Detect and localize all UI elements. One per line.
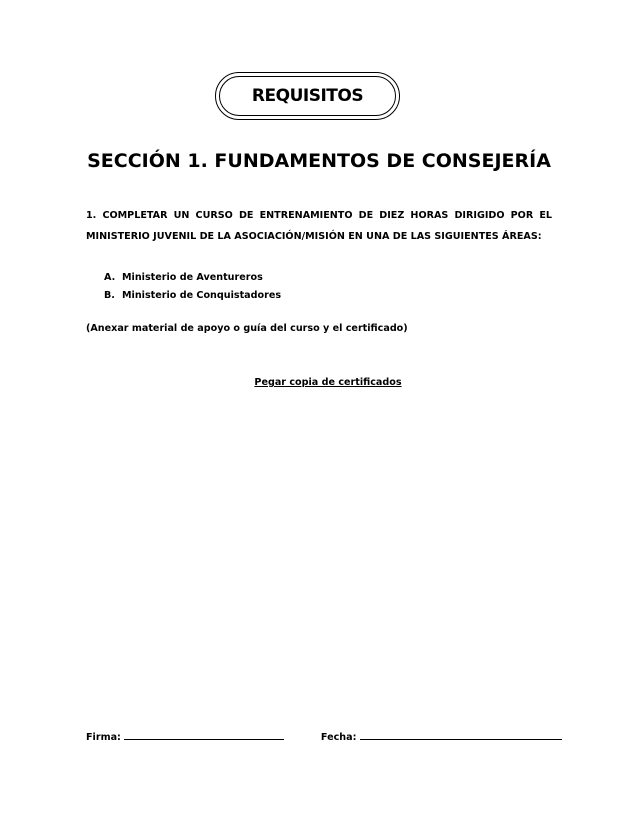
section-title: SECCIÓN 1. FUNDAMENTOS DE CONSEJERÍA bbox=[87, 150, 551, 172]
option-item bbox=[104, 269, 281, 287]
requisitos-label: REQUISITOS bbox=[251, 86, 364, 106]
requirement-text: 1. COMPLETAR UN CURSO DE ENTRENAMIENTO DE DIEZ HORAS DIRIGIDO POR EL MINISTERIO JUVENIL DE LA ASOCIACIÓN/MISIÓN EN UNA DE LAS SIGUIENTES ÁREAS: bbox=[86, 210, 552, 242]
option-letter: B. bbox=[104, 290, 115, 301]
firma-line[interactable] bbox=[124, 728, 284, 740]
firma-label: Firma: bbox=[86, 732, 121, 743]
signature-row bbox=[86, 728, 556, 747]
option-label: Ministerio de Aventureros bbox=[122, 272, 263, 283]
fecha-line[interactable] bbox=[360, 728, 562, 740]
options-list bbox=[104, 269, 281, 305]
option-item bbox=[104, 287, 281, 305]
attachment-note: (Anexar material de apoyo o guía del curso y el certificado) bbox=[86, 323, 408, 334]
requisitos-badge bbox=[215, 72, 400, 120]
option-letter: A. bbox=[104, 272, 116, 283]
option-label: Ministerio de Conquistadores bbox=[122, 290, 282, 301]
requisitos-badge-inner bbox=[219, 76, 396, 116]
paste-certificates-label: Pegar copia de certificados bbox=[254, 377, 402, 388]
fecha-label: Fecha: bbox=[320, 732, 357, 743]
